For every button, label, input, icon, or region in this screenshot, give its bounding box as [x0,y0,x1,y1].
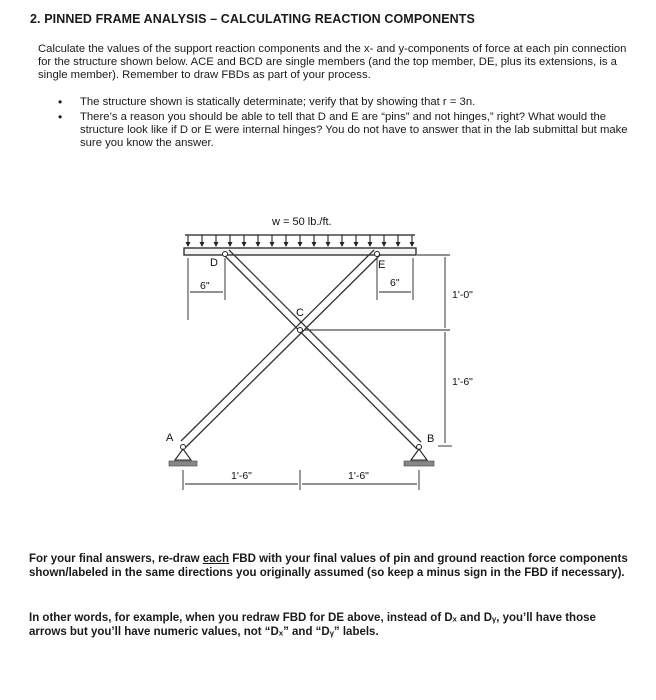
support-a [169,445,197,467]
pin-e [375,252,380,257]
label-d: D [210,257,218,269]
final-note-post: FBD with your final values of pin and ground reaction force components shown/labeled in the same directions you originally assumed (so keep a minus sign in the FBD if necessary). [29,553,628,579]
dim-e-offset-label: 6" [390,277,400,289]
dim-left-span-label: 1'-6" [231,470,252,482]
dim-d-offset-label: 6" [200,280,210,292]
member-de [184,248,416,255]
support-b [404,445,434,467]
example-note: In other words, for example, when you redraw FBD for DE above, instead of Dₓ and Dᵧ, you’ll have those arrows but you’ll have numeric values, not “Dₓ” and “Dᵧ” labels. [29,612,596,638]
member-ace [181,250,380,448]
pin-d [223,252,228,257]
load-arrowheads [186,242,415,247]
final-answers-note [29,553,629,580]
bullet-list [58,96,628,152]
final-note-pre: For your final answers, re-draw [29,553,203,565]
dim-right-span-label: 1'-6" [348,470,369,482]
dim-spans [183,470,419,490]
problem-intro: Calculate the values of the support reaction components and the x- and y-components of force at each pin connection for the structure shown below. ACE and BCD are single members (and the top member, DE, plus its extensions, is a single member). Remember to draw FBDs as part of your process. [38,43,627,81]
label-a: A [166,432,174,444]
dim-upper-height-label: 1'-0" [452,289,473,301]
load-label: w = 50 lb./ft. [272,216,332,228]
bullet-item: • There’s a reason you should be able to tell that D and E are “pins” and not hinges,” right? What would the structure look like if D or E were internal hinges? You do not have to answer that in the lab submittal but make sure you know the answer. [58,111,628,150]
label-c: C [296,307,304,319]
pin-c [298,328,303,333]
label-b: B [427,433,435,445]
frame-diagram [150,205,490,505]
label-e: E [378,259,386,271]
final-note-emphasis: each [202,553,230,565]
problem-title: 2. PINNED FRAME ANALYSIS – CALCULATING REACTION COMPONENTS [30,12,475,26]
dim-vertical [305,255,452,446]
bullet-item: • The structure shown is statically determinate; verify that by showing that r = 3n. [58,96,628,109]
dim-lower-height-label: 1'-6" [452,376,473,388]
